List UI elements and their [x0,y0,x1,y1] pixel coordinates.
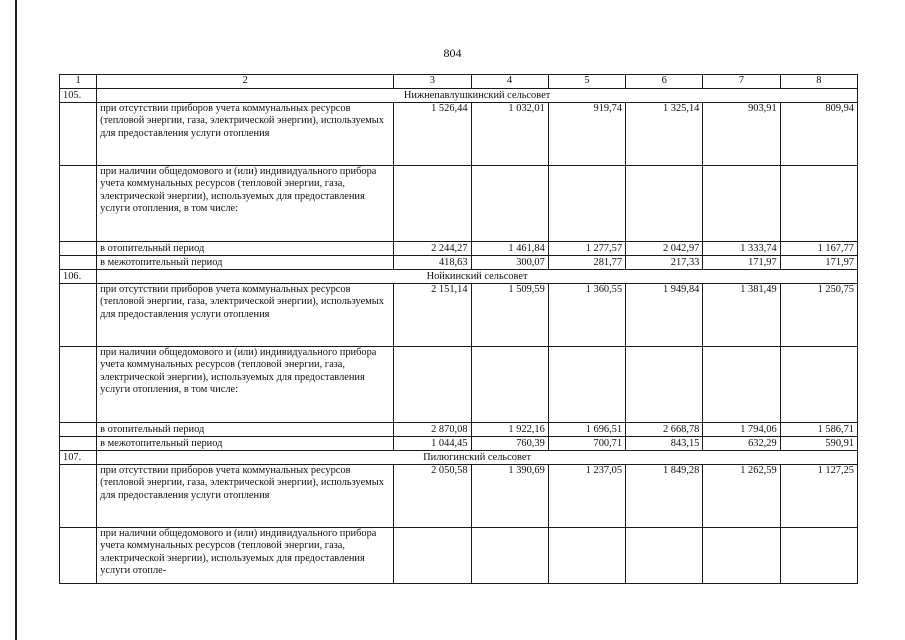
value-cell [548,166,625,242]
value-cell [394,166,471,242]
column-header: 2 [97,75,394,89]
table-row [60,103,858,166]
row-label: при отсутствии приборов учета коммунальных ресурсов (тепловой энергии, газа, электрической энергии), используемых для предоставления услуги отопления [97,103,394,166]
table-row [60,347,858,423]
value-cell [626,347,703,423]
row-label: при отсутствии приборов учета коммунальных ресурсов (тепловой энергии, газа, электрической энергии), используемых для предоставления услуги отопления [97,465,394,528]
section-header-row [60,451,858,465]
value-cell: 1 922,16 [471,423,548,437]
value-cell: 903,91 [703,103,780,166]
tariff-table [59,74,858,584]
section-number: 106. [60,270,97,284]
empty-cell [60,242,97,256]
value-cell: 1 262,59 [703,465,780,528]
value-cell: 1 461,84 [471,242,548,256]
empty-cell [60,465,97,528]
value-cell [626,166,703,242]
column-header: 6 [626,75,703,89]
value-cell: 2 244,27 [394,242,471,256]
value-cell: 1 390,69 [471,465,548,528]
section-title: Нойкинский сельсовет [97,270,858,284]
empty-cell [60,437,97,451]
empty-cell [60,103,97,166]
column-header: 5 [548,75,625,89]
table-row [60,437,858,451]
value-cell [780,347,857,423]
empty-cell [60,423,97,437]
value-cell [780,528,857,584]
table-row [60,166,858,242]
value-cell: 1 333,74 [703,242,780,256]
table-row [60,465,858,528]
value-cell: 300,07 [471,256,548,270]
row-label: при наличии общедомового и (или) индивидуального прибора учета коммунальных ресурсов (тепловой энергии, газа, электрической энергии), используемых для предоставления услуги отопле- [97,528,394,584]
value-cell: 809,94 [780,103,857,166]
value-cell: 2 668,78 [626,423,703,437]
empty-cell [60,256,97,270]
row-label: в отопительный период [97,423,394,437]
value-cell: 1 044,45 [394,437,471,451]
value-cell: 1 167,77 [780,242,857,256]
empty-cell [60,166,97,242]
value-cell: 760,39 [471,437,548,451]
value-cell [548,528,625,584]
table-row [60,242,858,256]
value-cell [471,347,548,423]
value-cell [626,528,703,584]
value-cell: 2 042,97 [626,242,703,256]
value-cell: 1 237,05 [548,465,625,528]
section-number: 107. [60,451,97,465]
value-cell: 2 151,14 [394,284,471,347]
value-cell: 418,63 [394,256,471,270]
value-cell [471,166,548,242]
row-label: при отсутствии приборов учета коммунальных ресурсов (тепловой энергии, газа, электрической энергии), используемых для предоставления услуги отопления [97,284,394,347]
table-row [60,423,858,437]
page-number: 804 [443,46,462,60]
column-header: 3 [394,75,471,89]
value-cell: 1 794,06 [703,423,780,437]
value-cell: 171,97 [780,256,857,270]
value-cell: 1 250,75 [780,284,857,347]
column-header: 8 [780,75,857,89]
table-row [60,284,858,347]
value-cell: 1 586,71 [780,423,857,437]
value-cell: 1 325,14 [626,103,703,166]
section-title: Нижнепавлушкинский сельсовет [97,89,858,103]
value-cell: 281,77 [548,256,625,270]
value-cell: 1 032,01 [471,103,548,166]
value-cell [471,528,548,584]
section-header-row [60,89,858,103]
value-cell: 1 949,84 [626,284,703,347]
value-cell [780,166,857,242]
column-header: 4 [471,75,548,89]
value-cell: 1 509,59 [471,284,548,347]
row-label: при наличии общедомового и (или) индивидуального прибора учета коммунальных ресурсов (тепловой энергии, газа, электрической энергии), используемых для предоставления услуги отопления, в том числе: [97,166,394,242]
value-cell: 919,74 [548,103,625,166]
value-cell: 1 696,51 [548,423,625,437]
value-cell: 2 870,08 [394,423,471,437]
value-cell: 632,29 [703,437,780,451]
value-cell [394,528,471,584]
value-cell: 843,15 [626,437,703,451]
value-cell [703,347,780,423]
value-cell: 1 277,57 [548,242,625,256]
column-header: 1 [60,75,97,89]
value-cell: 590,91 [780,437,857,451]
value-cell: 700,71 [548,437,625,451]
value-cell: 1 526,44 [394,103,471,166]
value-cell [394,347,471,423]
section-number: 105. [60,89,97,103]
row-label: в межотопительный период [97,256,394,270]
header-row [60,75,858,89]
empty-cell [60,528,97,584]
table-row [60,528,858,584]
value-cell: 1 849,28 [626,465,703,528]
value-cell [548,347,625,423]
empty-cell [60,284,97,347]
table-row [60,256,858,270]
row-label: при наличии общедомового и (или) индивидуального прибора учета коммунальных ресурсов (тепловой энергии, газа, электрической энергии), используемых для предоставления услуги отопления, в том числе: [97,347,394,423]
empty-cell [60,347,97,423]
value-cell [703,528,780,584]
row-label: в межотопительный период [97,437,394,451]
column-header: 7 [703,75,780,89]
section-title: Пилюгинский сельсовет [97,451,858,465]
value-cell: 1 127,25 [780,465,857,528]
value-cell: 217,33 [626,256,703,270]
value-cell: 1 360,55 [548,284,625,347]
value-cell: 1 381,49 [703,284,780,347]
value-cell [703,166,780,242]
value-cell: 2 050,58 [394,465,471,528]
scan-binding-edge [0,0,18,640]
value-cell: 171,97 [703,256,780,270]
row-label: в отопительный период [97,242,394,256]
section-header-row [60,270,858,284]
